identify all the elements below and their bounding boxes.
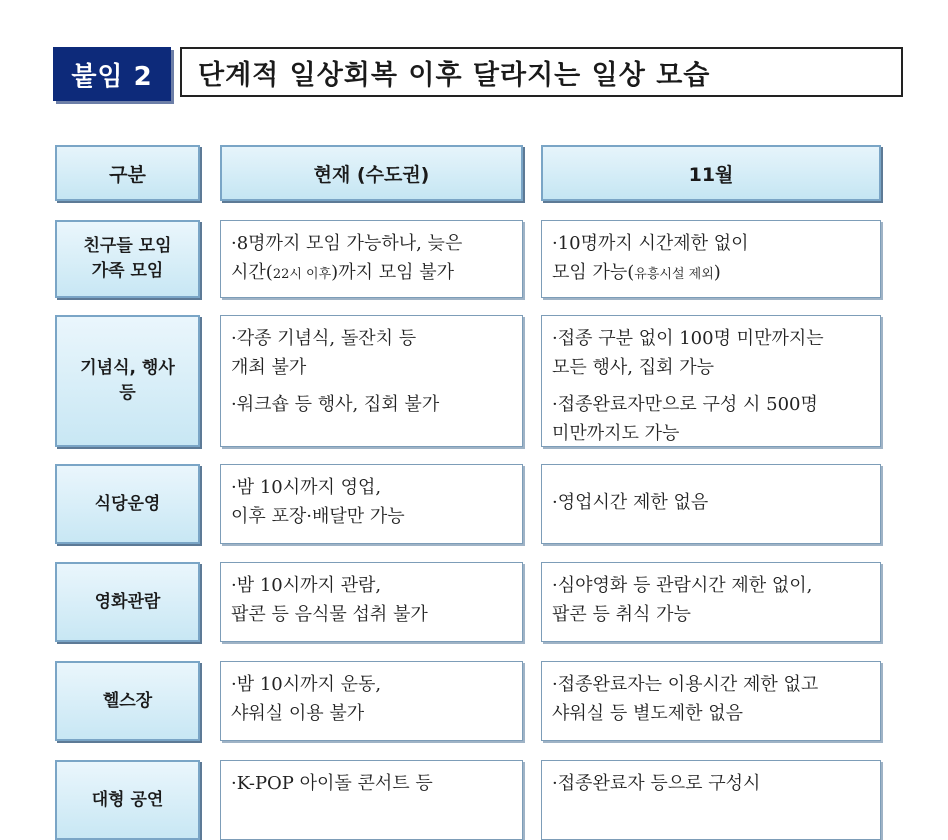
cell-text: ·접종완료자는 이용시간 제한 없고 bbox=[552, 674, 819, 695]
november-rule-cell bbox=[541, 562, 881, 642]
current-rule-cell bbox=[220, 220, 523, 298]
cell-line bbox=[231, 258, 512, 289]
cell-line bbox=[552, 419, 870, 447]
cell-line bbox=[231, 473, 512, 502]
cell-line bbox=[552, 258, 870, 289]
cell-line bbox=[552, 324, 870, 353]
column-header-category: 구분 bbox=[55, 145, 200, 201]
cell-line bbox=[552, 600, 870, 629]
cell-line bbox=[552, 769, 870, 798]
cell-line bbox=[231, 600, 512, 629]
november-rule-cell bbox=[541, 760, 881, 840]
attachment-badge: 붙임 2 bbox=[53, 47, 171, 101]
cell-line bbox=[231, 390, 512, 419]
cell-line bbox=[231, 769, 512, 798]
cell-text: 샤워실 등 별도제한 없음 bbox=[552, 703, 744, 724]
cell-text: 시간( bbox=[231, 262, 273, 283]
current-rule-cell bbox=[220, 661, 523, 741]
column-header-november: 11월 bbox=[541, 145, 881, 201]
cell-text: ·8명까지 모임 가능하나, 늦은 bbox=[231, 233, 463, 254]
cell-text: ·접종완료자만으로 구성 시 500명 bbox=[552, 394, 818, 415]
current-rule-cell bbox=[220, 562, 523, 642]
row-category bbox=[55, 661, 200, 741]
cell-line bbox=[231, 699, 512, 728]
parenthetical-note: 22시 이후 bbox=[272, 267, 332, 282]
row-category bbox=[55, 464, 200, 544]
november-rule-cell bbox=[541, 315, 881, 447]
cell-text: 모든 행사, 집회 가능 bbox=[552, 357, 714, 378]
cell-text: 개최 불가 bbox=[231, 357, 307, 378]
cell-line bbox=[552, 488, 870, 517]
cell-text: 이후 포장·배달만 가능 bbox=[231, 506, 405, 527]
parenthetical-note: 유흥시설 제외 bbox=[634, 267, 714, 282]
cell-line bbox=[552, 390, 870, 419]
column-header-current: 현재 (수도권) bbox=[220, 145, 523, 201]
cell-text: ·밤 10시까지 관람, bbox=[231, 575, 382, 596]
cell-text: ) bbox=[713, 262, 721, 283]
category-label: 헬스장 bbox=[102, 690, 153, 711]
cell-line bbox=[552, 670, 870, 699]
cell-line bbox=[552, 229, 870, 258]
category-label: 대형 공연 bbox=[91, 789, 164, 810]
cell-text: ·워크숍 등 행사, 집회 불가 bbox=[231, 394, 440, 415]
cell-line bbox=[231, 324, 512, 353]
category-label: 등 bbox=[119, 383, 136, 403]
cell-text: 팝콘 등 음식물 섭취 불가 bbox=[231, 604, 428, 625]
cell-text: ·K-POP 아이돌 콘서트 등 bbox=[231, 773, 433, 794]
category-label: 영화관람 bbox=[94, 591, 161, 612]
november-rule-cell bbox=[541, 220, 881, 298]
cell-text: ·10명까지 시간제한 없이 bbox=[552, 233, 749, 254]
cell-line bbox=[231, 229, 512, 258]
cell-text: 미만까지도 가능 bbox=[552, 423, 680, 444]
row-category bbox=[55, 315, 200, 447]
cell-line bbox=[231, 353, 512, 382]
cell-text: ·영업시간 제한 없음 bbox=[552, 491, 709, 513]
cell-text: ·밤 10시까지 운동, bbox=[231, 674, 382, 695]
row-category bbox=[55, 760, 200, 840]
row-category bbox=[55, 562, 200, 642]
title-bar bbox=[53, 47, 905, 101]
current-rule-cell bbox=[220, 315, 523, 447]
category-label: 친구들 모임 bbox=[83, 236, 172, 257]
cell-text: 샤워실 이용 불가 bbox=[231, 703, 365, 724]
cell-text: ·각종 기념식, 돌잔치 등 bbox=[231, 328, 417, 349]
category-label: 가족 모임 bbox=[91, 261, 164, 281]
current-rule-cell bbox=[220, 760, 523, 840]
row-category bbox=[55, 220, 200, 298]
current-rule-cell bbox=[220, 464, 523, 544]
cell-text: ·밤 10시까지 영업, bbox=[231, 477, 382, 498]
cell-line bbox=[231, 502, 512, 531]
november-rule-cell bbox=[541, 661, 881, 741]
cell-text: ·심야영화 등 관람시간 제한 없이, bbox=[552, 575, 813, 596]
document-title: 단계적 일상회복 이후 달라지는 일상 모습 bbox=[180, 47, 903, 97]
cell-line bbox=[552, 571, 870, 600]
cell-text: ·접종 구분 없이 100명 미만까지는 bbox=[552, 328, 824, 349]
cell-text: ·접종완료자 등으로 구성시 bbox=[552, 773, 761, 794]
cell-text: )까지 모임 불가 bbox=[331, 262, 454, 283]
category-label: 식당운영 bbox=[94, 493, 161, 514]
cell-line bbox=[552, 699, 870, 728]
cell-text: 팝콘 등 취식 가능 bbox=[552, 604, 691, 625]
november-rule-cell bbox=[541, 464, 881, 544]
cell-line bbox=[231, 670, 512, 699]
cell-line bbox=[552, 353, 870, 382]
category-label: 기념식, 행사 bbox=[80, 358, 175, 379]
cell-text: 모임 가능( bbox=[552, 262, 635, 283]
cell-line bbox=[231, 571, 512, 600]
